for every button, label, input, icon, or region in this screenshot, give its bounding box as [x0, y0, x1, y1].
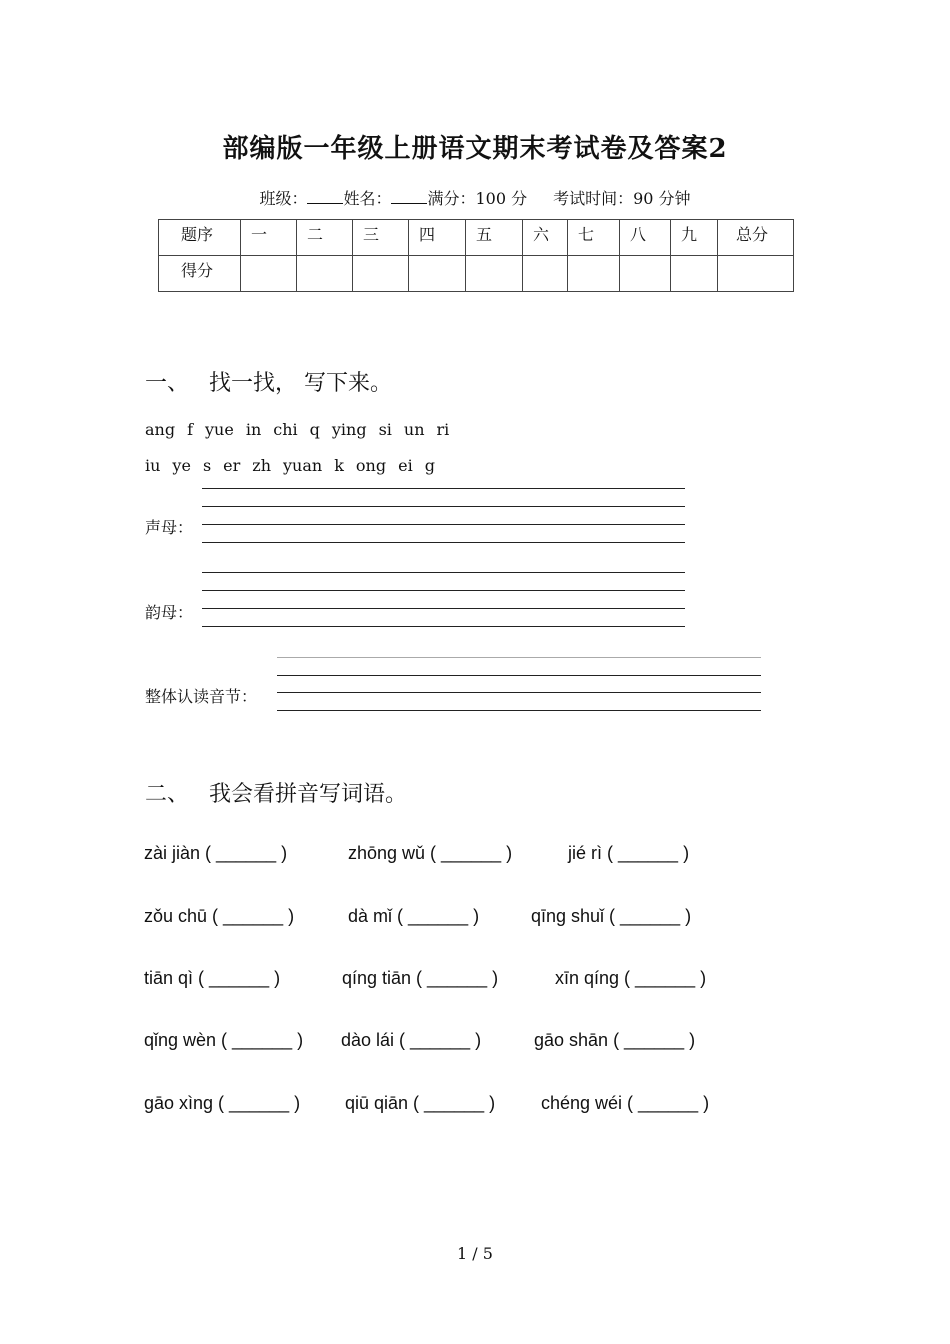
- score-table-score-row: [159, 256, 794, 292]
- pinyin-question[interactable]: chéng wéi ( ______ ): [541, 1093, 710, 1113]
- pinyin-item: zh: [252, 456, 272, 475]
- answer-line[interactable]: [202, 608, 685, 609]
- answer-line[interactable]: [277, 657, 761, 658]
- shengmu-label: 声母：: [145, 518, 194, 537]
- header-cell: 八: [620, 220, 671, 256]
- name-blank[interactable]: [391, 189, 427, 204]
- pinyin-question[interactable]: qīng shuǐ ( ______ ): [531, 906, 692, 926]
- section1-number: 一、: [145, 371, 190, 396]
- pinyin-item: yue: [205, 420, 234, 439]
- score-cell[interactable]: [620, 256, 671, 292]
- pinyin-item: si: [378, 420, 392, 439]
- header-cell: 三: [353, 220, 409, 256]
- pinyin-item: yuan: [283, 456, 323, 475]
- answer-line[interactable]: [202, 542, 685, 543]
- answer-line[interactable]: [277, 692, 761, 693]
- answer-line[interactable]: [202, 488, 685, 489]
- pinyin-item: s: [202, 456, 212, 475]
- score-cell[interactable]: [297, 256, 353, 292]
- pinyin-question[interactable]: zài jiàn ( ______ ): [144, 843, 288, 863]
- answer-line[interactable]: [202, 524, 685, 525]
- score-cell[interactable]: [718, 256, 794, 292]
- pinyin-item: f: [187, 420, 194, 439]
- pinyin-item: ying: [331, 420, 367, 439]
- header-cell: 七: [568, 220, 620, 256]
- pinyin-item: g: [424, 456, 435, 475]
- header-cell: 九: [671, 220, 718, 256]
- pinyin-question[interactable]: zhōng wǔ ( ______ ): [348, 843, 513, 863]
- class-blank[interactable]: [307, 189, 343, 204]
- page-number: 1 / 5: [457, 1244, 493, 1263]
- header-cell: 六: [523, 220, 568, 256]
- header-cell: 二: [297, 220, 353, 256]
- answer-line[interactable]: [202, 626, 685, 627]
- name-label: 姓名：: [343, 189, 392, 208]
- pinyin-question[interactable]: dà mǐ ( ______ ): [348, 906, 480, 926]
- answer-line[interactable]: [202, 572, 685, 573]
- pinyin-item: ong: [355, 456, 387, 475]
- pinyin-question[interactable]: qǐng wèn ( ______ ): [144, 1030, 304, 1050]
- time-label: 考试时间：90 分钟: [553, 189, 691, 208]
- class-label: 班级：: [259, 189, 308, 208]
- zhengti-label: 整体认读音节：: [145, 687, 258, 706]
- section2-heading: [145, 777, 407, 808]
- header-cell: 四: [409, 220, 466, 256]
- pinyin-item: ye: [172, 456, 191, 475]
- score-cell[interactable]: [568, 256, 620, 292]
- score-cell[interactable]: [671, 256, 718, 292]
- pinyin-item: er: [223, 456, 241, 475]
- header-cell: 一: [241, 220, 297, 256]
- answer-line[interactable]: [277, 710, 761, 711]
- pinyin-question[interactable]: jié rì ( ______ ): [568, 843, 690, 863]
- score-cell[interactable]: [409, 256, 466, 292]
- page-title: 部编版一年级上册语文期末考试卷及答案2: [222, 134, 728, 164]
- header-cell: 五: [466, 220, 523, 256]
- pinyin-line-2: [145, 456, 447, 475]
- pinyin-question[interactable]: qíng tiān ( ______ ): [342, 968, 499, 988]
- exam-info: [0, 186, 950, 209]
- section2-title: 我会看拼音写词语。: [209, 782, 408, 807]
- pinyin-question[interactable]: dào lái ( ______ ): [341, 1030, 482, 1050]
- answer-line[interactable]: [277, 675, 761, 676]
- answer-line[interactable]: [202, 506, 685, 507]
- pinyin-item: ri: [436, 420, 450, 439]
- header-cell: 题序: [159, 220, 241, 256]
- pinyin-item: iu: [145, 456, 161, 475]
- section1-heading: [145, 366, 392, 397]
- score-table: [158, 219, 794, 292]
- pinyin-question[interactable]: xīn qíng ( ______ ): [555, 968, 707, 988]
- score-cell[interactable]: [523, 256, 568, 292]
- pinyin-item: in: [245, 420, 262, 439]
- pinyin-item: ang: [145, 420, 176, 439]
- pinyin-question[interactable]: gāo shān ( ______ ): [534, 1030, 696, 1050]
- yunmu-label: 韵母：: [145, 603, 194, 622]
- score-cell[interactable]: [466, 256, 523, 292]
- pinyin-item: q: [309, 420, 320, 439]
- pinyin-question[interactable]: gāo xìng ( ______ ): [144, 1093, 301, 1113]
- pinyin-line-1: [145, 420, 461, 439]
- pinyin-item: ei: [398, 456, 413, 475]
- pinyin-question[interactable]: qiū qiān ( ______ ): [345, 1093, 496, 1113]
- score-table-header-row: [159, 220, 794, 256]
- pinyin-question[interactable]: tiān qì ( ______ ): [144, 968, 281, 988]
- header-cell: 总分: [718, 220, 794, 256]
- score-label: 满分：100 分: [427, 189, 528, 208]
- score-cell[interactable]: [241, 256, 297, 292]
- pinyin-item: chi: [273, 420, 298, 439]
- row-label: 得分: [159, 256, 241, 292]
- pinyin-item: un: [403, 420, 425, 439]
- score-cell[interactable]: [353, 256, 409, 292]
- pinyin-item: k: [334, 456, 344, 475]
- section2-number: 二、: [145, 782, 190, 807]
- pinyin-question[interactable]: zǒu chū ( ______ ): [144, 906, 295, 926]
- section1-title: 找一找， 写下来。: [209, 371, 392, 396]
- answer-line[interactable]: [202, 590, 685, 591]
